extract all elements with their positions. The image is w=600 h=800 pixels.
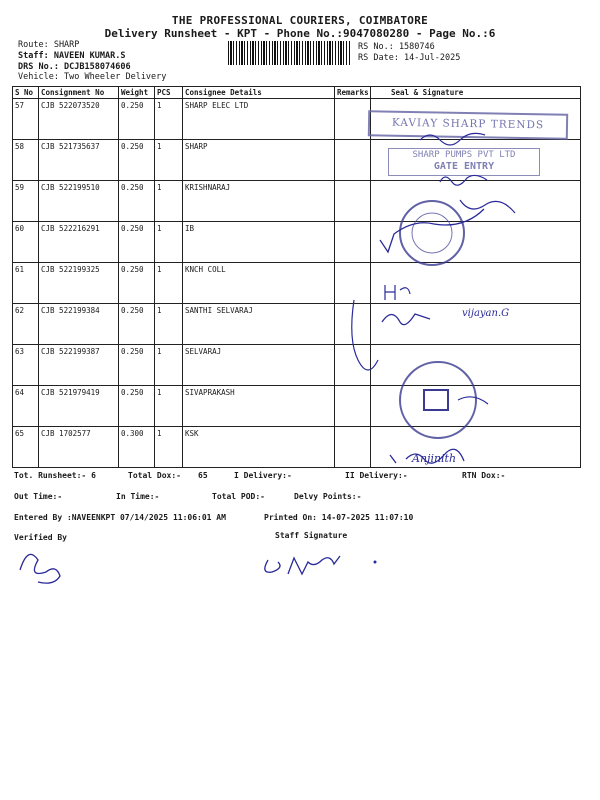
delvy-points: Delvy Points:-	[294, 492, 362, 501]
col-header-consignment: Consignment No	[39, 87, 119, 99]
cell-consignee: SELVARAJ	[183, 345, 335, 386]
total-pod: Total POD:-	[212, 492, 265, 501]
total-dox-value: 65	[198, 471, 208, 480]
signature-scribble	[460, 200, 515, 213]
dot-mark-icon	[374, 561, 377, 564]
cell-weight: 0.250	[119, 304, 155, 345]
cell-weight: 0.250	[119, 222, 155, 263]
cell-consignee: SANTHI SELVARAJ	[183, 304, 335, 345]
verified-signature-scribble	[20, 554, 60, 583]
cell-sno: 62	[13, 304, 39, 345]
signature-scribble	[380, 209, 484, 252]
cell-consignment: CJB 521735637	[39, 140, 119, 181]
i-delivery: I Delivery:-	[234, 471, 292, 480]
signature-scribble	[440, 175, 487, 185]
col-header-consignee: Consignee Details	[183, 87, 335, 99]
row62-handwritten-note: vijayan.G	[462, 308, 510, 319]
cell-sno: 65	[13, 427, 39, 468]
col-header-seal: Seal & Signature	[371, 87, 581, 99]
round-seal-inner-icon	[412, 213, 452, 253]
signature-scribble	[352, 300, 378, 370]
col-header-weight: Weight	[119, 87, 155, 99]
route-label: Route: SHARP	[18, 40, 80, 50]
verified-by-label: Verified By	[14, 533, 67, 542]
cell-consignment: CJB 522199387	[39, 345, 119, 386]
staff-signature-label: Staff Signature	[275, 531, 348, 540]
drs-label: DRS No.: DCJB158074606	[18, 62, 131, 72]
signature-scribble	[382, 314, 430, 325]
cell-pcs: 1	[155, 140, 183, 181]
col-header-pcs: PCS	[155, 87, 183, 99]
ii-delivery: II Delivery:-	[345, 471, 408, 480]
cell-consignee: SHARP ELEC LTD	[183, 99, 335, 140]
footer-signatures	[10, 540, 390, 590]
cell-weight: 0.250	[119, 345, 155, 386]
cell-sno: 58	[13, 140, 39, 181]
entered-by: Entered By :NAVEENKPT 07/14/2025 11:06:01 AM	[14, 513, 226, 522]
bank-logo-icon	[424, 390, 448, 410]
cell-weight: 0.250	[119, 140, 155, 181]
cell-weight: 0.300	[119, 427, 155, 468]
cell-pcs: 1	[155, 427, 183, 468]
row65-handwritten-note: Anjinith	[412, 452, 457, 465]
cell-pcs: 1	[155, 304, 183, 345]
cell-consignment: CJB 522199510	[39, 181, 119, 222]
rs-no-label: RS No.: 1580746	[358, 42, 435, 52]
cell-consignment: CJB 522216291	[39, 222, 119, 263]
col-header-sno: S No	[13, 87, 39, 99]
signature-scribble	[385, 285, 410, 300]
rs-date-label: RS Date: 14-Jul-2025	[358, 53, 461, 63]
bank-seal-icon	[400, 362, 476, 438]
cell-consignee: SHARP	[183, 140, 335, 181]
cell-consignment: CJB 522199325	[39, 263, 119, 304]
stamp-gate-entry-text: GATE ENTRY	[433, 161, 495, 172]
cell-sno: 63	[13, 345, 39, 386]
in-time: In Time:-	[116, 492, 160, 501]
out-time: Out Time:-	[14, 492, 63, 501]
cell-consignment: CJB 522073520	[39, 99, 119, 140]
cell-sno: 60	[13, 222, 39, 263]
rtn-dox: RTN Dox:-	[462, 471, 506, 480]
cell-pcs: 1	[155, 222, 183, 263]
vehicle-label: Vehicle: Two Wheeler Delivery	[18, 72, 167, 82]
cell-consignee: KRISHNARAJ	[183, 181, 335, 222]
round-seal-icon	[400, 201, 464, 265]
runsheet-subtitle: Delivery Runsheet - KPT - Phone No.:9047080280 - Page No.:6	[104, 27, 496, 40]
stamp-sharp-pumps-text: SHARP PUMPS PVT LTD	[412, 150, 516, 160]
tot-runsheet: Tot. Runsheet:- 6	[14, 471, 96, 480]
stamp-kaviay-text: KAVIAY SHARP TRENDS	[391, 116, 545, 132]
cell-consignee: KNCH COLL	[183, 263, 335, 304]
cell-pcs: 1	[155, 345, 183, 386]
staff-label: Staff: NAVEEN KUMAR.S	[18, 51, 126, 61]
company-title: THE PROFESSIONAL COURIERS, COIMBATORE	[171, 14, 429, 27]
cell-pcs: 1	[155, 181, 183, 222]
total-dox-label: Total Dox:-	[128, 471, 181, 480]
cell-weight: 0.250	[119, 263, 155, 304]
table-header-row	[13, 87, 581, 99]
cell-sno: 59	[13, 181, 39, 222]
barcode-icon	[228, 41, 350, 65]
cell-pcs: 1	[155, 386, 183, 427]
col-header-remarks: Remarks	[335, 87, 371, 99]
cell-consignee: SIVAPRAKASH	[183, 386, 335, 427]
signature-scribble	[458, 397, 488, 404]
signature-scribble	[420, 133, 485, 145]
cell-sno: 57	[13, 99, 39, 140]
seal-signature-drawings	[340, 100, 580, 480]
cell-consignment: CJB 1702577	[39, 427, 119, 468]
cell-weight: 0.250	[119, 181, 155, 222]
cell-weight: 0.250	[119, 99, 155, 140]
cell-sno: 64	[13, 386, 39, 427]
cell-consignment: CJB 522199384	[39, 304, 119, 345]
cell-pcs: 1	[155, 263, 183, 304]
cell-consignee: IB	[183, 222, 335, 263]
cell-sno: 61	[13, 263, 39, 304]
cell-consignment: CJB 521979419	[39, 386, 119, 427]
staff-signature-scribble	[265, 556, 340, 574]
cell-weight: 0.250	[119, 386, 155, 427]
printed-on: Printed On: 14-07-2025 11:07:10	[264, 513, 414, 522]
cell-consignee: KSK	[183, 427, 335, 468]
cell-pcs: 1	[155, 99, 183, 140]
